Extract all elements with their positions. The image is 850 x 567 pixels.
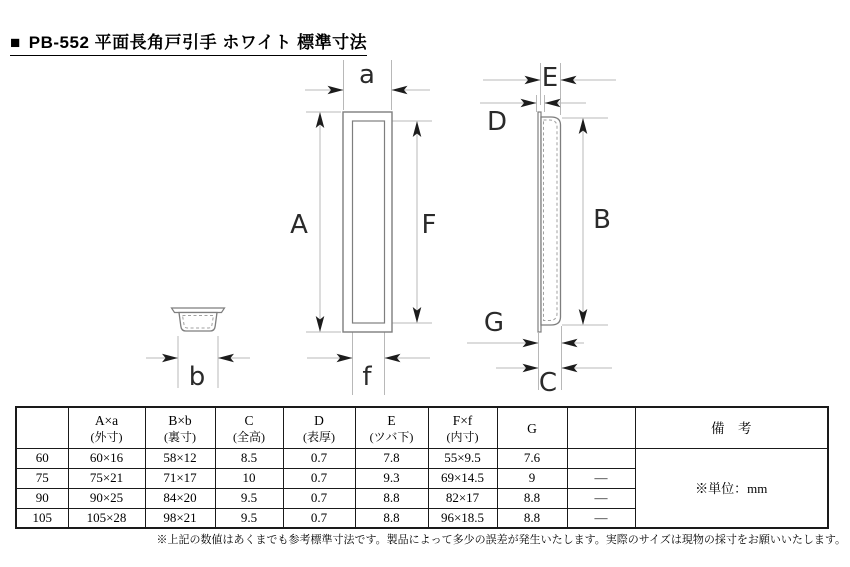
cell-d: 0.7	[283, 508, 355, 528]
section-view	[146, 308, 250, 392]
dim-label-f: f	[362, 362, 372, 392]
header-d: D (表厚)	[283, 407, 355, 448]
table-header-row	[16, 407, 828, 448]
dim-label-E: E	[541, 63, 559, 93]
cell-size: 60	[16, 448, 68, 468]
cell-bxb: 84×20	[145, 488, 215, 508]
cell-c: 9.5	[215, 488, 283, 508]
square-bullet-icon: ■	[10, 33, 21, 52]
side-view	[467, 63, 616, 398]
cell-extra: —	[567, 508, 635, 528]
header-fxf: F×f (内寸)	[428, 407, 497, 448]
dim-label-B: B	[593, 205, 611, 235]
section-flange	[172, 308, 225, 313]
cell-g: 7.6	[497, 448, 567, 468]
cell-axa: 105×28	[68, 508, 145, 528]
front-view	[290, 60, 436, 395]
cell-e: 8.8	[355, 508, 428, 528]
cell-fxf: 96×18.5	[428, 508, 497, 528]
cell-bxb: 58×12	[145, 448, 215, 468]
cell-remarks: ※単位：mm	[635, 448, 828, 528]
cell-extra	[567, 448, 635, 468]
cell-fxf: 82×17	[428, 488, 497, 508]
header-g: G	[497, 407, 567, 448]
disclaimer-footnote: ※上記の数値はあくまでも参考標準寸法です。製品によって多少の誤差が発生いたします。実際のサイズは現物の採寸をお願いいたします。	[156, 534, 846, 546]
section-view-arrowheads	[162, 354, 234, 363]
header-bxb: B×b (裏寸)	[145, 407, 215, 448]
dim-label-D: D	[486, 107, 508, 137]
cell-extra: —	[567, 468, 635, 488]
cell-e: 7.8	[355, 448, 428, 468]
header-remarks: 備 考	[635, 407, 828, 448]
cell-fxf: 55×9.5	[428, 448, 497, 468]
cell-d: 0.7	[283, 468, 355, 488]
cell-fxf: 69×14.5	[428, 468, 497, 488]
page-title	[10, 28, 367, 56]
header-size	[16, 407, 68, 448]
cell-axa: 75×21	[68, 468, 145, 488]
table-row	[16, 448, 828, 468]
cell-e: 9.3	[355, 468, 428, 488]
dim-label-F: F	[421, 210, 437, 240]
dim-label-A: A	[290, 210, 308, 240]
cell-g: 8.8	[497, 488, 567, 508]
cell-size: 90	[16, 488, 68, 508]
dim-label-C: C	[538, 368, 558, 398]
header-e: E (ツバ下)	[355, 407, 428, 448]
cell-c: 8.5	[215, 448, 283, 468]
cell-size: 105	[16, 508, 68, 528]
cell-d: 0.7	[283, 448, 355, 468]
cell-size: 75	[16, 468, 68, 488]
cell-g: 9	[497, 468, 567, 488]
header-c: C (全高)	[215, 407, 283, 448]
cell-extra: —	[567, 488, 635, 508]
handle-inner-rect	[353, 121, 385, 323]
header-axa: A×a (外寸)	[68, 407, 145, 448]
dimension-drawing	[0, 55, 850, 400]
cell-e: 8.8	[355, 488, 428, 508]
cell-c: 9.5	[215, 508, 283, 528]
dim-label-a: a	[359, 60, 375, 90]
cell-c: 10	[215, 468, 283, 488]
header-blank	[567, 407, 635, 448]
cell-axa: 60×16	[68, 448, 145, 468]
page-title-text: PB-552 平面長角戸引手 ホワイト 標準寸法	[28, 33, 368, 52]
cell-d: 0.7	[283, 488, 355, 508]
dimension-table	[15, 406, 829, 529]
dim-label-b: b	[188, 362, 206, 392]
dim-label-G: G	[483, 308, 505, 338]
cell-bxb: 71×17	[145, 468, 215, 488]
cell-g: 8.8	[497, 508, 567, 528]
cell-axa: 90×25	[68, 488, 145, 508]
cell-bxb: 98×21	[145, 508, 215, 528]
